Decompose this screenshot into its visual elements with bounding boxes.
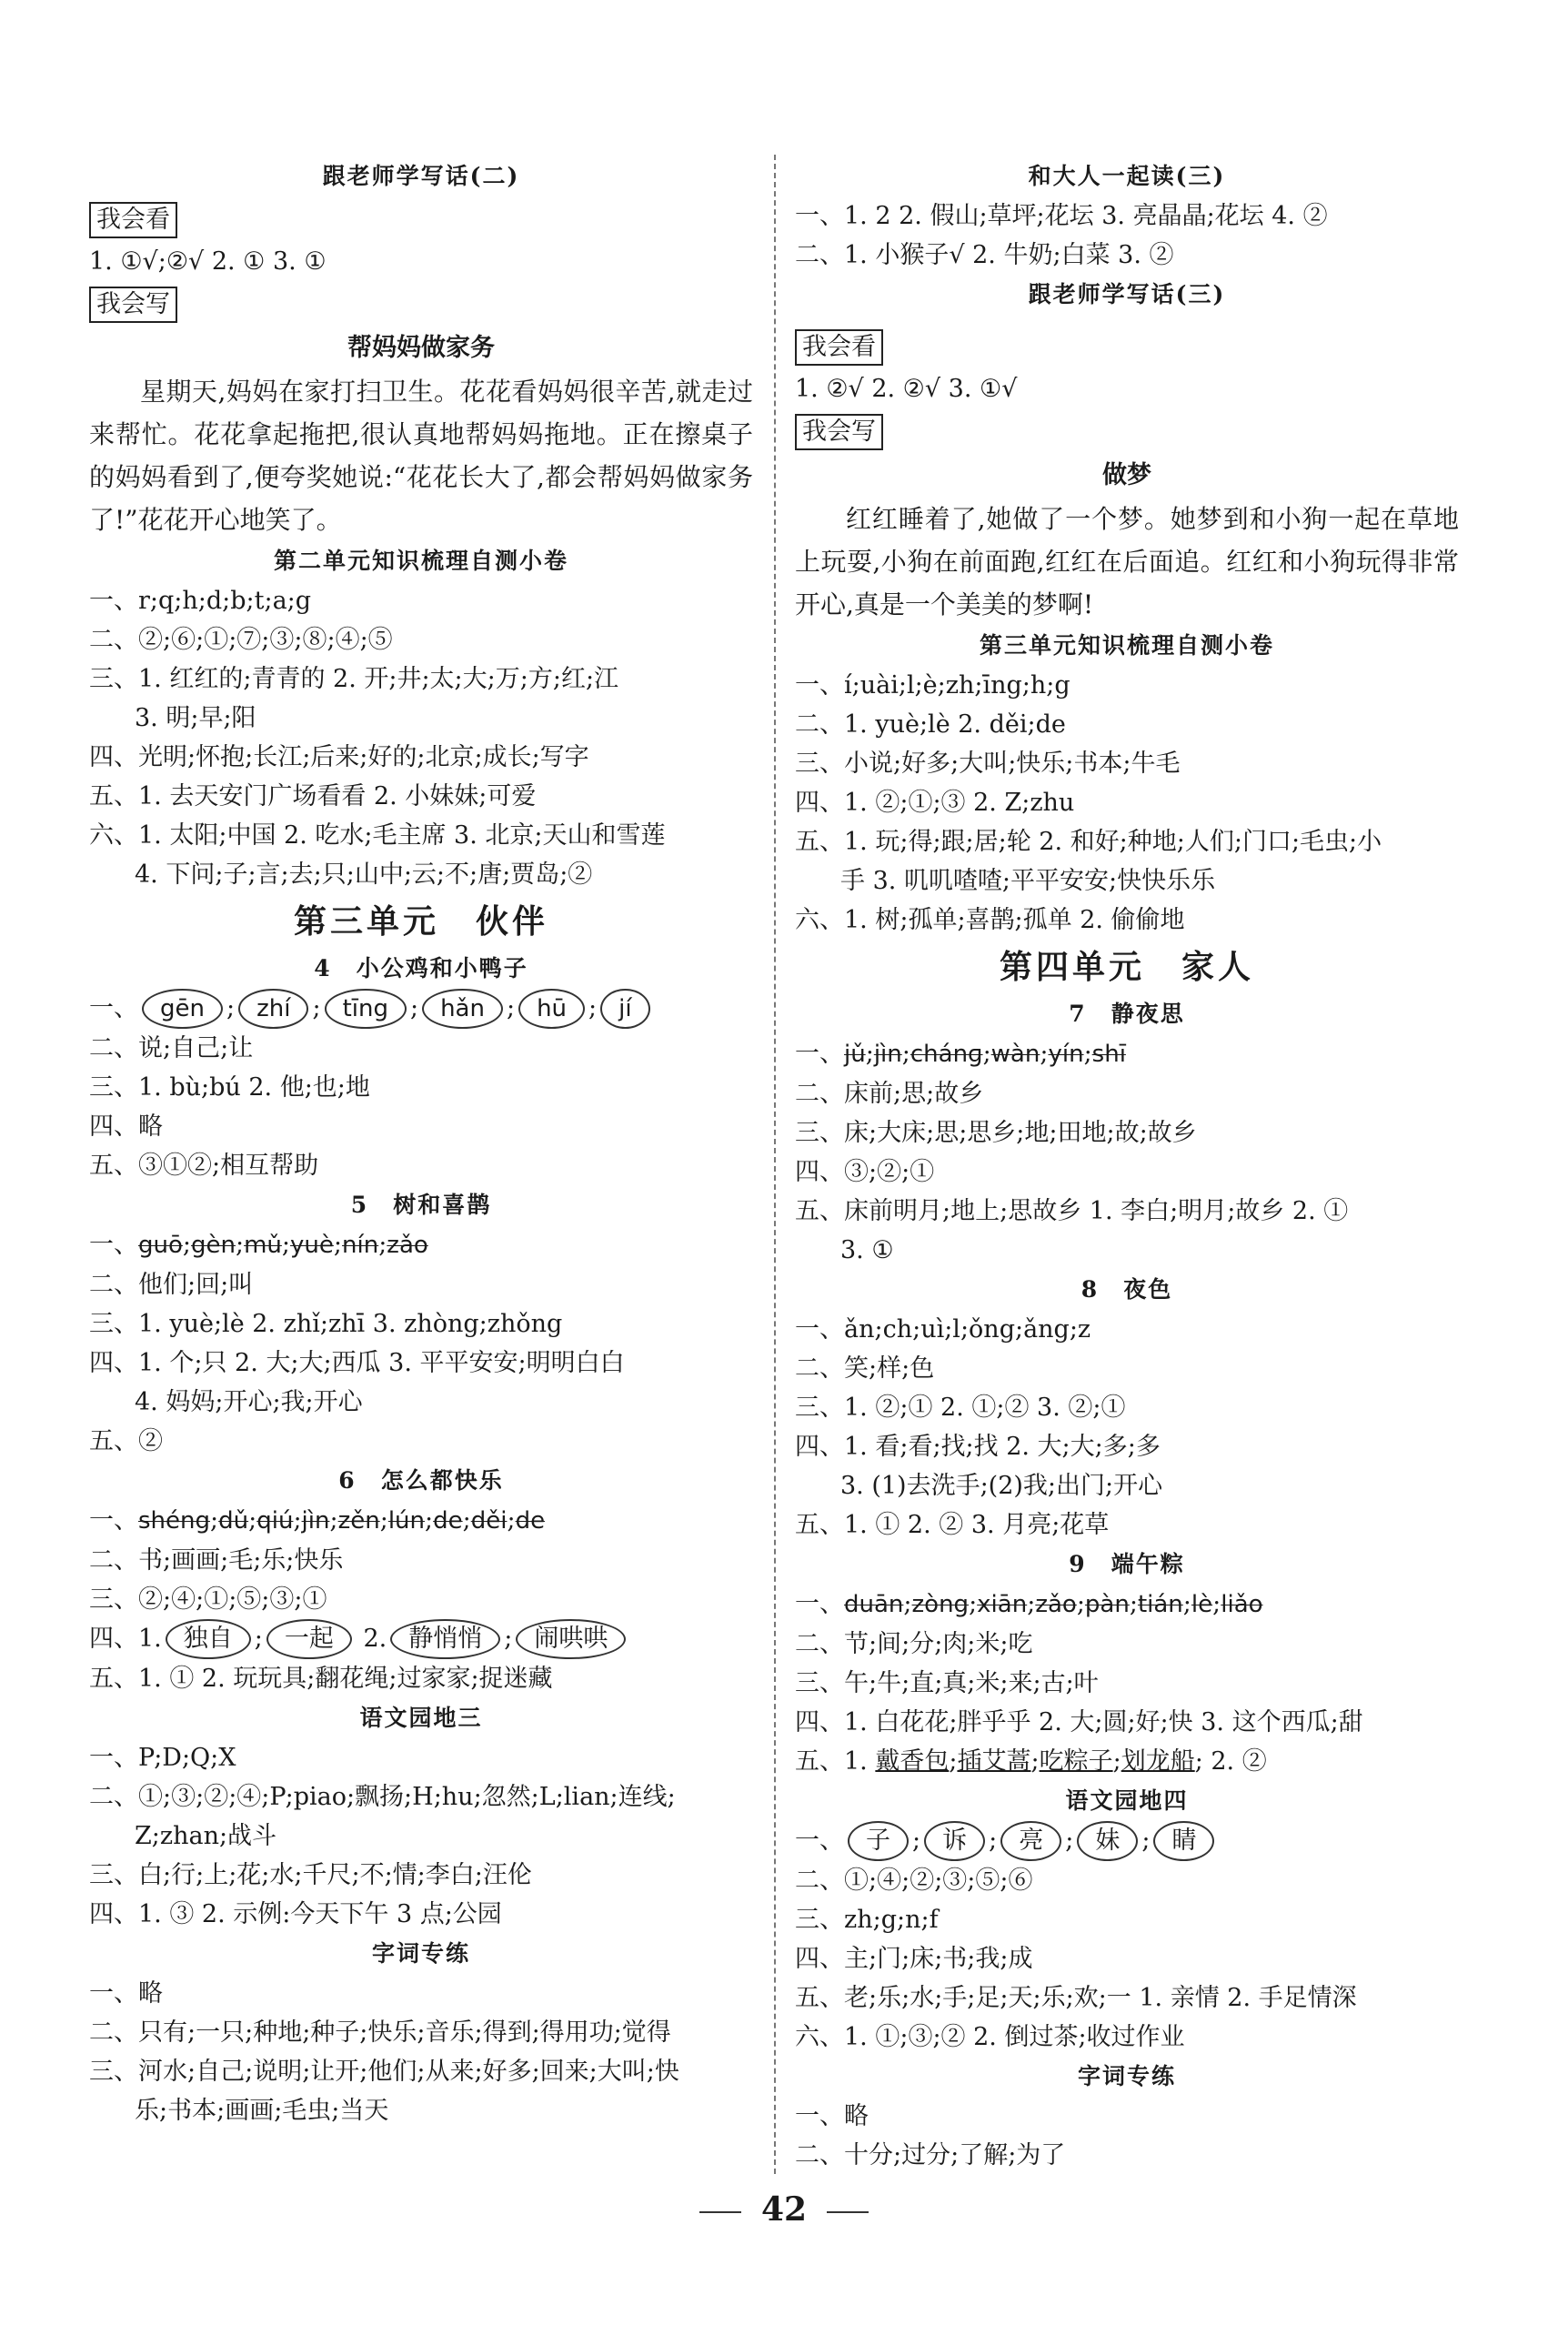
section-title: 字词专练 [1077,2063,1176,2089]
answer-line: Z;zhan;战斗 [135,1822,277,1850]
struck-pinyin: zǎo [387,1232,428,1259]
answer-line: 五、1. ① 2. 玩玩具;翻花绳;过家家;捉迷藏 [89,1665,553,1693]
struck-pinyin: jìn [301,1507,330,1535]
struck-pinyin: yín [1048,1041,1084,1068]
section-title: 跟老师学写话(三) [1028,281,1226,307]
lesson-title: 6 怎么都快乐 [338,1467,504,1494]
answer-line: 六、1. 树;孤单;喜鹊;孤单 2. 偷偷地 [795,906,1185,934]
answer-line: 3. ① [840,1236,894,1264]
label-box: 我会写 [89,287,177,323]
circled-word: 独自 [166,1619,251,1659]
struck-pinyin: jǔ [844,1041,866,1068]
struck-pinyin: děi [470,1507,508,1535]
answer-line: 一、略 [795,2102,869,2130]
answer-line: 四、1. 看;看;找;找 2. 大;大;多;多 [795,1433,1161,1461]
struck-pinyin: qiú [256,1507,294,1535]
circled-word: 静悄悄 [390,1619,500,1659]
struck-pinyin: shī [1091,1041,1126,1068]
circled-char: 诉 [924,1821,985,1861]
left-column [89,156,753,2130]
answer-line: 三、午;牛;直;真;米;来;古;叶 [795,1669,1099,1697]
unit-title: 第四单元 家人 [999,948,1254,986]
answer-line: 1. ①√;②√ 2. ① 3. ① [89,247,327,276]
answer-line: 三、床;大床;思;思乡;地;田地;故;故乡 [795,1119,1197,1147]
answer-line: 二、十分;过分;了解;为了 [795,2141,1066,2169]
struck-pinyin: zěn [337,1507,380,1535]
struck-pinyin: xiān [977,1591,1028,1618]
answer-line: 一、略 [89,1979,163,2008]
answer-line: 3. 明;早;阳 [135,704,256,732]
struck-pinyin: nín [342,1232,379,1259]
answer-line: 一、í;uài;l;è;zh;īng;h;g [795,671,1070,700]
answer-line: 五、床前明月;地上;思故乡 1. 李白;明月;故乡 2. ① [795,1197,1349,1225]
answer-line: 三、白;行;上;花;水;千尺;不;情;李白;汪伦 [89,1861,532,1889]
answer-line: 一、 子 ; 诉 ; 亮 ; 妹 ; 睛 [795,1821,1459,1861]
struck-pinyin: guō [138,1232,183,1259]
struck-pinyin: dǔ [218,1507,249,1535]
label-box: 我会看 [795,329,883,366]
answer-line: 二、1. yuè;lè 2. děi;de [795,710,1066,739]
answer-line: 六、1. ①;③;② 2. 倒过茶;收过作业 [795,2023,1185,2051]
answer-line: 五、1. 玩;得;跟;居;轮 2. 和好;种地;人们;门口;毛虫;小 [795,828,1382,856]
answer-line: 二、笑;样;色 [795,1354,935,1383]
answer-line: 3. (1)去洗手;(2)我;出门;开心 [840,1472,1163,1500]
right-column [795,156,1459,2175]
struck-pinyin: lè [1191,1591,1213,1618]
section-title: 和大人一起读(三) [1028,163,1226,189]
underlined-word: 划龙船 [1121,1747,1195,1776]
answer-line: 一、shéng;dǔ;qiú;jìn;zěn;lún;de;děi;de [89,1506,546,1535]
answer-line: 四、③;②;① [795,1158,935,1186]
underlined-word: 插艾蒿 [957,1747,1031,1776]
struck-pinyin: mǔ [244,1232,282,1259]
label-box: 我会看 [89,202,177,238]
lesson-title: 5 树和喜鹊 [350,1192,492,1218]
essay-text: 星期天,妈妈在家打扫卫生。花花看妈妈很辛苦,就走过来帮忙。花花拿起拖把,很认真地帮妈妈拖地。正在擦桌子的妈妈看到了,便夸奖她说:“花花长大了,都会帮妈妈做家务了!”花花开心地笑了。 [89,377,753,535]
answer-line: 一、P;D;Q;X [89,1744,236,1772]
answer-line: 四、1. 独自 ; 一起 2. 静悄悄 ; 闹哄哄 [89,1619,753,1659]
section-title: 第二单元知识梳理自测小卷 [273,548,568,574]
circled-char: 子 [848,1821,909,1861]
answer-line: 五、1. 戴香包;插艾蒿;吃粽子;划龙船; 2. ② [795,1747,1267,1776]
answer-line: 四、光明;怀抱;长江;后来;好的;北京;成长;写字 [89,743,589,771]
answer-line: 手 3. 叽叽喳喳;平平安安;快快乐乐 [840,867,1216,895]
answer-line: 一、duān;zòng;xiān;zǎo;pàn;tián;lè;liǎo [795,1590,1263,1618]
answer-line: 四、略 [89,1112,163,1141]
answer-line: 二、只有;一只;种地;种子;快乐;音乐;得到;得用功;觉得 [89,2018,671,2047]
struck-pinyin: shéng [138,1507,211,1535]
answer-line: 三、河水;自己;说明;让开;他们;从来;好多;回来;大叫;快 [89,2058,679,2086]
circled-pinyin: jí [600,989,649,1029]
underlined-word: 戴香包 [875,1747,950,1776]
answer-line: 三、1. 红红的;青青的 2. 开;井;太;大;万;方;红;江 [89,665,619,693]
answer-line: 六、1. 太阳;中国 2. 吃水;毛主席 3. 北京;天山和雪莲 [89,821,666,850]
answer-line: 五、老;乐;水;手;足;天;乐;欢;一 1. 亲情 2. 手足情深 [795,1984,1357,2012]
answer-line: 三、1. yuè;lè 2. zhǐ;zhī 3. zhòng;zhǒng [89,1310,563,1338]
circled-pinyin: tīng [325,989,407,1029]
answer-line: 二、书;画画;毛;乐;快乐 [89,1546,344,1575]
column-divider [774,155,776,2174]
page-number: 42 [0,2190,1568,2229]
answer-line: 三、②;④;①;⑤;③;① [89,1585,327,1614]
lesson-title: 8 夜色 [1081,1276,1173,1303]
circled-word: 闹哄哄 [516,1619,626,1659]
struck-pinyin: chánɡ [910,1041,983,1068]
section-title: 语文园地四 [1065,1787,1189,1814]
answer-line: 二、节;间;分;肉;米;吃 [795,1630,1033,1658]
answer-line: 四、1. ②;①;③ 2. Z;zhu [795,789,1075,817]
struck-pinyin: pàn [1084,1591,1130,1618]
essay-title: 做梦 [1102,461,1151,489]
struck-pinyin: liǎo [1221,1591,1263,1618]
answer-line: 二、②;⑥;①;⑦;③;⑧;④;⑤ [89,626,393,654]
answer-line: 二、他们;回;叫 [89,1271,254,1299]
answer-line: 五、1. ① 2. ② 3. 月亮;花草 [795,1511,1110,1539]
struck-pinyin: wàn [990,1041,1040,1068]
circled-word: 一起 [266,1619,352,1659]
answer-line: 二、1. 小猴子√ 2. 牛奶;白菜 3. ② [795,241,1174,269]
answer-line: 一、 gēn ; zhí ; tīng ; hǎn ; hū ; jí [89,989,753,1029]
circled-pinyin: gēn [142,989,223,1029]
answer-line: 三、小说;好多;大叫;快乐;书本;牛毛 [795,750,1181,778]
struck-pinyin: duān [844,1591,904,1618]
answer-line: 五、③①②;相互帮助 [89,1152,319,1180]
answer-line: 4. 妈妈;开心;我;开心 [135,1388,363,1416]
essay-title: 帮妈妈做家务 [347,334,495,362]
answer-line: 二、床前;思;故乡 [795,1080,984,1108]
answer-line: 二、①;④;②;③;⑤;⑥ [795,1867,1033,1895]
answer-line: 五、1. 去天安门广场看看 2. 小妹妹;可爱 [89,782,537,810]
section-title: 第三单元知识梳理自测小卷 [979,632,1274,659]
answer-line: 一、guō;gèn;mǔ;yuè;nín;zǎo [89,1231,428,1259]
answer-line: 四、主;门;床;书;我;成 [795,1945,1033,1973]
answer-line: 三、1. ②;① 2. ①;② 3. ②;① [795,1394,1126,1422]
answer-line: 一、jǔ;jìn;chánɡ;wàn;yín;shī [795,1040,1126,1068]
answer-line: 1. ②√ 2. ②√ 3. ①√ [795,375,1018,403]
answer-line: 乐;书本;画画;毛虫;当天 [135,2097,389,2125]
struck-pinyin: gèn [191,1232,236,1259]
answer-line: 二、①;③;②;④;P;piao;飘扬;H;hu;忽然;L;lian;连线; [89,1783,676,1811]
label-box: 我会写 [795,414,883,450]
answer-line: 四、1. ③ 2. 示例:今天下午 3 点;公园 [89,1900,502,1928]
circled-pinyin: zhí [238,989,308,1029]
unit-title: 第三单元 伙伴 [293,902,548,941]
underlined-word: 吃粽子 [1039,1747,1113,1776]
circled-char: 睛 [1153,1821,1214,1861]
answer-line: 4. 下问;子;言;去;只;山中;云;不;唐;贾岛;② [135,861,593,889]
answer-line: 四、1. 个;只 2. 大;大;西瓜 3. 平平安安;明明白白 [89,1349,625,1377]
answer-line: 五、② [89,1427,163,1455]
struck-pinyin: zòng [911,1591,970,1618]
struck-pinyin: de [433,1507,463,1535]
struck-pinyin: jìn [873,1041,902,1068]
lesson-title: 4 小公鸡和小鸭子 [314,955,528,981]
answer-line: 一、1. 2 2. 假山;草坪;花坛 3. 亮晶晶;花坛 4. ② [795,202,1328,230]
struck-pinyin: lún [387,1507,426,1535]
section-title: 语文园地三 [359,1705,483,1731]
struck-pinyin: yuè [290,1232,334,1259]
answer-line: 二、说;自己;让 [89,1034,254,1062]
lesson-title: 7 静夜思 [1069,1001,1185,1027]
struck-pinyin: de [515,1507,546,1535]
circled-char: 亮 [1000,1821,1061,1861]
struck-pinyin: tián [1137,1591,1183,1618]
answer-line: 三、zh;g;n;f [795,1906,939,1934]
section-title: 跟老师学写话(二) [322,163,520,189]
answer-line: 一、r;q;h;d;b;t;a;g [89,587,312,615]
answer-line: 三、1. bù;bú 2. 他;也;地 [89,1073,370,1102]
lesson-title: 9 端午粽 [1069,1551,1185,1577]
circled-pinyin: hǎn [422,989,503,1029]
answer-line: 一、ǎn;ch;uì;l;ǒng;ǎng;z [795,1315,1091,1344]
essay-text: 红红睡着了,她做了一个梦。她梦到和小狗一起在草地上玩耍,小狗在前面跑,红红在后面追。红红和小狗玩得非常开心,真是一个美美的梦啊! [795,504,1459,619]
answer-line: 四、1. 白花花;胖乎乎 2. 大;圆;好;快 3. 这个西瓜;甜 [795,1708,1363,1736]
struck-pinyin: zǎo [1035,1591,1077,1618]
section-title: 字词专练 [371,1940,470,1967]
circled-char: 妹 [1077,1821,1138,1861]
circled-pinyin: hū [518,989,585,1029]
